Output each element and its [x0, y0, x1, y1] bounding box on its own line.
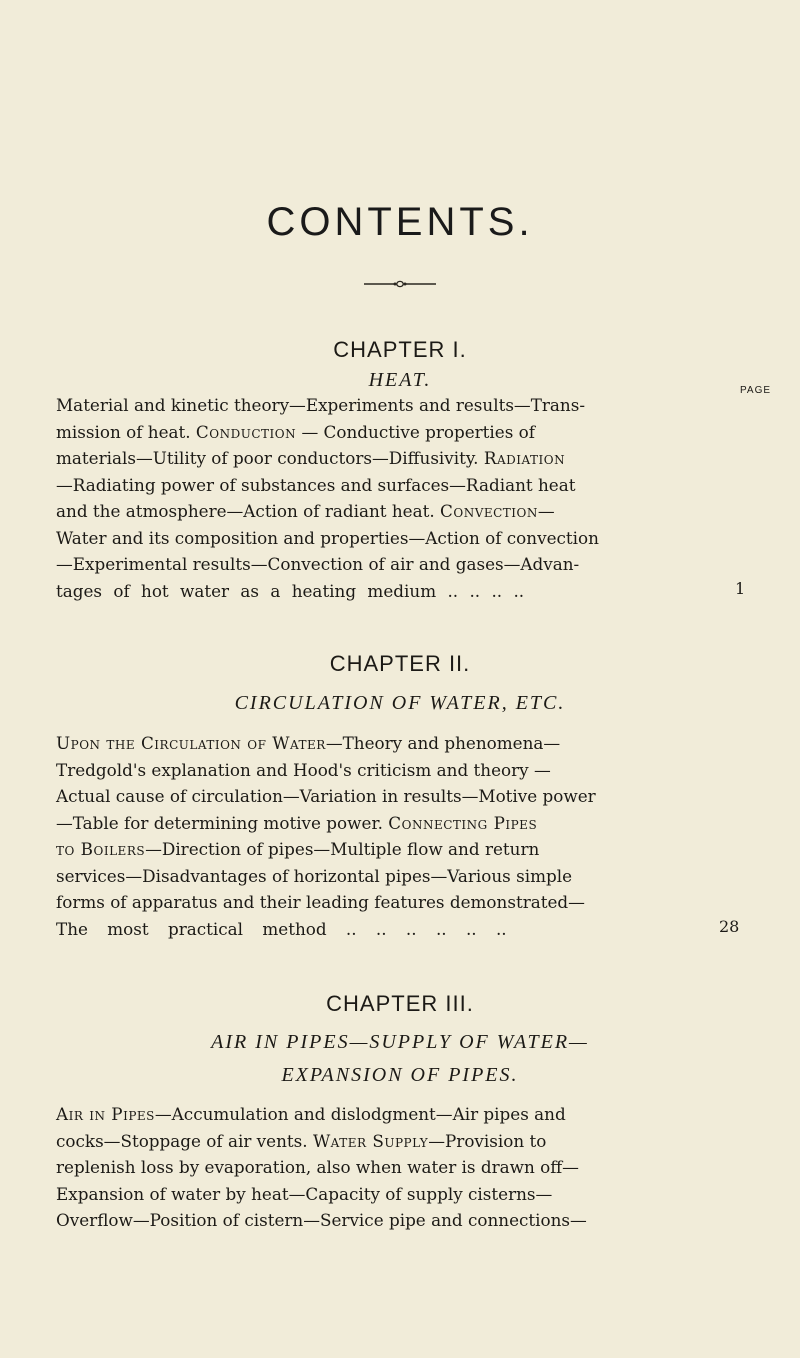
chapter-2-heading: CHAPTER II. — [329, 651, 471, 676]
summary-line: replenish loss by evaporation, also when water is drawn off— — [56, 1157, 579, 1177]
summary-line: —Table for determining motive power. Connecting Pipes — [56, 812, 538, 833]
summary-line-final: The most practical method .. .. .. .. .. .. — [56, 918, 507, 939]
chapter-3-subtitle-line-1: AIR IN PIPES—SUPPLY OF WATER— — [211, 1031, 589, 1053]
chapter-1-heading: CHAPTER I. — [333, 337, 467, 362]
summary-line: —Radiating power of substances and surfaces—Radiant heat — [56, 474, 576, 495]
summary-line: Overflow—Position of cistern—Service pipe and connections— — [56, 1210, 587, 1230]
summary-line: to Boilers—Direction of pipes—Multiple flow and return — [56, 839, 540, 859]
summary-line: cocks—Stoppage of air vents. Water Supply—Provision to — [56, 1130, 547, 1151]
summary-line: —Experimental results—Convection of air and gases—Advan- — [56, 554, 580, 574]
chapter-2-summary — [56, 730, 728, 942]
summary-line: Tredgold's explanation and Hood's criticism and theory — — [56, 759, 551, 780]
summary-line: forms of apparatus and their leading features demonstrated— — [56, 892, 585, 912]
chapter-1-page-number: 1 — [735, 579, 746, 598]
chapter-1-subtitle: HEAT. — [368, 369, 432, 391]
chapter-3-summary — [56, 1101, 728, 1234]
summary-line: Actual cause of circulation—Variation in results—Motive power — [56, 786, 596, 806]
summary-line: Expansion of water by heat—Capacity of supply cisterns— — [56, 1183, 553, 1204]
summary-line: Upon the Circulation of Water—Theory and phenomena— — [56, 733, 561, 753]
chapter-2-subtitle: CIRCULATION OF WATER, ETC. — [234, 692, 566, 714]
page-column-label: PAGE — [740, 385, 772, 396]
chapter-3-subtitle-line-2: EXPANSION OF PIPES. — [281, 1064, 519, 1086]
summary-line: Water and its composition and properties—Action of convection — [56, 527, 599, 548]
summary-line: and the atmosphere—Action of radiant heat. Convection— — [56, 501, 555, 521]
chapter-1-summary — [56, 392, 728, 604]
contents-title: CONTENTS. — [266, 200, 534, 244]
ornament-divider — [364, 280, 436, 288]
summary-line: Air in Pipes—Accumulation and dislodgment—Air pipes and — [56, 1104, 566, 1124]
summary-line: materials—Utility of poor conductors—Diffusivity. Radiation — [56, 448, 566, 468]
chapter-3-heading: CHAPTER III. — [326, 991, 474, 1016]
summary-line: mission of heat. Conduction — Conductive properties of — [56, 421, 535, 442]
summary-line: services—Disadvantages of horizontal pipes—Various simple — [56, 865, 573, 886]
chapter-2-page-number: 28 — [719, 917, 740, 936]
summary-line: Material and kinetic theory—Experiments and results—Trans- — [56, 395, 586, 415]
summary-line-final: tages of hot water as a heating medium .. .. .. .. — [56, 580, 525, 601]
